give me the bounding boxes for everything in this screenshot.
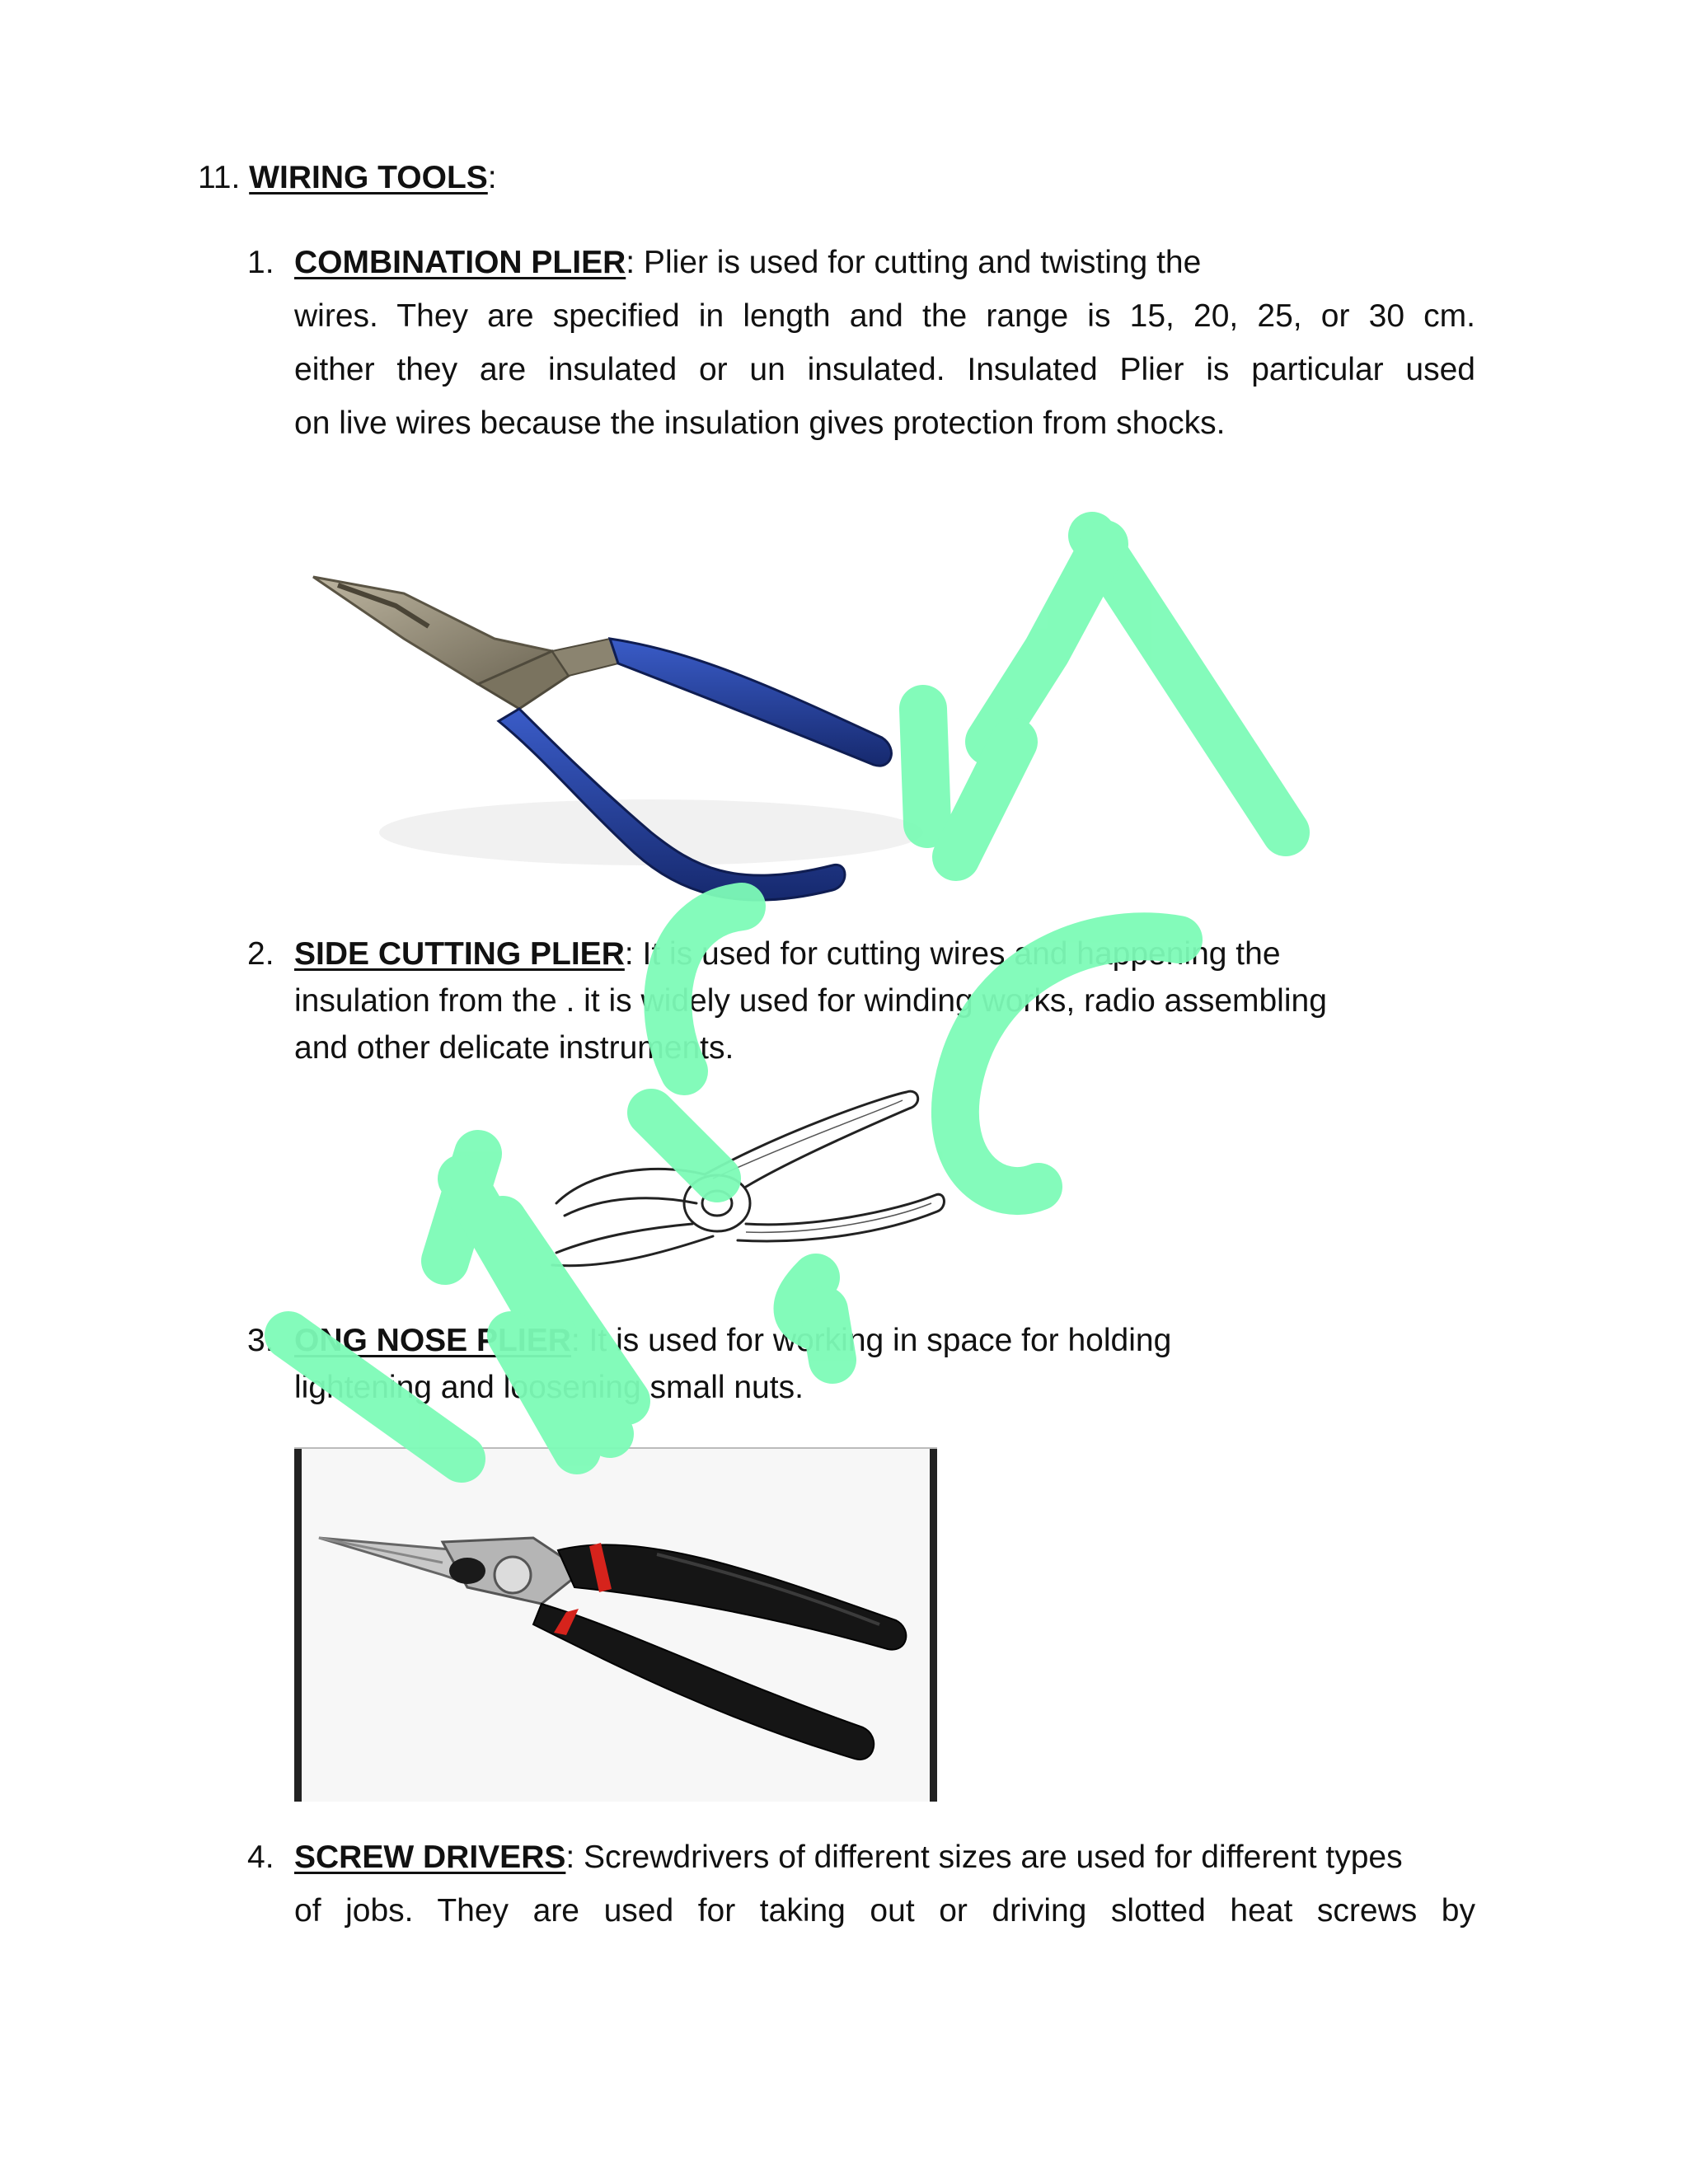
section-heading [198,155,497,201]
item-first-line [294,1830,1475,1884]
section-number: 11. [198,160,241,195]
item-text-line: : Screwdrivers of different sizes are used for different types [565,1840,1403,1875]
item-number: 3. [247,1323,274,1358]
item-title: SCREW DRIVERS [294,1840,566,1875]
section-suffix: : [487,160,497,195]
item-first-line [294,930,1475,977]
item-title: COMBINATION PLIER [294,245,626,280]
item-number: 4. [247,1840,274,1875]
side-cutting-plier-image [540,1071,968,1294]
item-text-line: : Plier is used for cutting and twisting the [626,245,1202,280]
item-text-line: : It is used for working in space for holding [570,1323,1172,1358]
item-first-line [294,236,1475,289]
item-text-line: : It is used for cutting wires and happening the [624,936,1281,972]
list-item-combination-plier [247,236,1475,450]
item-text-line: wires. They are specified in length and the range is 15, 20, 25, or 30 cm. [294,298,1475,334]
item-title: SIDE CUTTING PLIER [294,936,625,972]
item-number: 2. [247,936,274,972]
item-first-line [294,1317,1475,1364]
combination-plier-image [305,560,931,907]
item-text-line: either they are insulated or un insulated. Insulated Plier is particular used [294,352,1475,387]
item-text-line: insulation from the . it is widely used for winding works, radio assembling [294,983,1327,1019]
item-title: ONG NOSE PLIER [294,1323,571,1358]
list-item-side-cutting-plier [247,930,1475,1071]
item-text-line: on live wires because the insulation gives protection from shocks. [294,405,1226,441]
section-title: WIRING TOOLS [249,160,488,195]
item-text-line: and other delicate instruments. [294,1030,734,1066]
item-number: 1. [247,245,274,280]
item-text-line: of jobs. They are used for taking out or driving slotted heat screws by [294,1893,1475,1929]
long-nose-plier-image [294,1447,937,1802]
list-item-long-nose-plier [247,1317,1475,1411]
item-text-line: lightening and loosening small nuts. [294,1370,804,1405]
list-item-screw-drivers [247,1830,1475,1938]
